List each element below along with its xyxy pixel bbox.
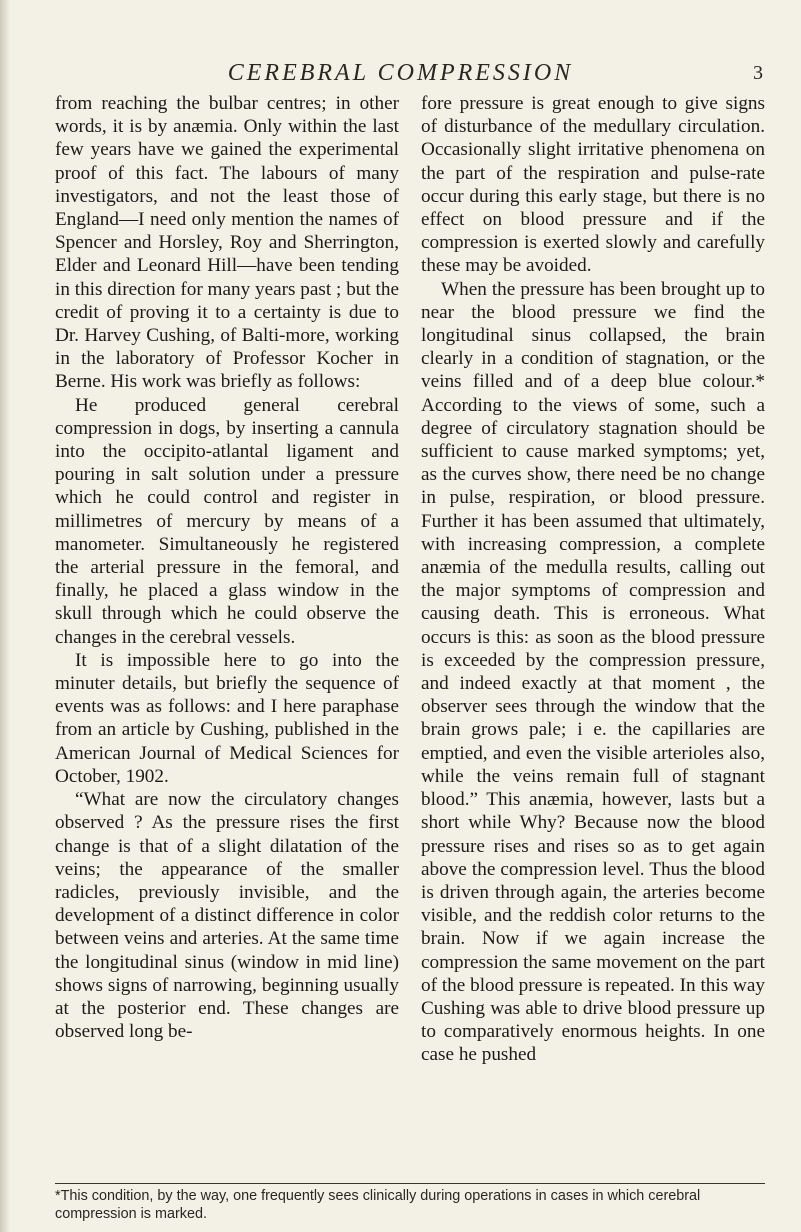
page-number: 3 [753, 62, 763, 84]
left-column [55, 92, 399, 1043]
footnote-rule [55, 1183, 765, 1184]
right-column [421, 92, 765, 1067]
right-paragraph-2: When the pressure has been brought up to near the blood pressure we find the longitudinal sinus collapsed, the brain clearly in a condition of stagnation, or the veins filled and of a deep blue colour.* According to the views of some, such a degree of circulatory stagnation should be sufficient to cause marked symptoms; yet, as the curves show, there need be no change in pulse, respiration, or blood pressure. Further it has been assumed that ultimately, with increasing compression, a complete anæmia of the medulla results, calling out the major symptoms of compression and causing death. This is erroneous. What occurs is this: as soon as the blood pressure is exceeded by the compression pressure, and indeed exactly at that moment , the observer sees through the window that the brain grows pale; i e. the capillaries are emptied, and even the visible arterioles also, while the veins remain full of stagnant blood.” This anæmia, however, lasts but a short while Why? Because now the blood pressure rises and rises so as to get again above the compression level. Thus the blood is driven through again, the arteries become visible, and the reddish color returns to the brain. Now if we again increase the compression the same movement on the part of the blood pressure is repeated. In this way Cushing was able to drive blood pressure up to comparatively enormous heights. In one case he pushed [421, 278, 765, 1066]
right-paragraph-1: fore pressure is great enough to give signs of disturbance of the medullary circulation. Occasionally slight irritative phenomena on the part of the respiration and pulse-rate occur during this early stage, but there is no effect on blood pressure and if the compression is exerted slowly and carefully these may be avoided. [421, 93, 765, 277]
left-paragraph-4: “What are now the circulatory changes observed ? As the pressure rises the first change is that of a slight dilatation of the veins; the appearance of the smaller radicles, previously invisible, and the development of a distinct difference in color between veins and arteries. At the same time the longitudinal sinus (window in mid line) shows signs of narrowing, beginning usually at the posterior end. These changes are observed long be- [55, 789, 399, 1043]
left-paragraph-2: He produced general cerebral compression in dogs, by inserting a cannula into the occipito-atlantal ligament and pouring in salt solution under a pressure which he could control and register in millimetres of mercury by means of a manometer. Simultaneously he registered the arterial pressure in the femoral, and finally, he placed a glass window in the skull through which he could observe the changes in the cerebral vessels. [55, 394, 399, 648]
left-paragraph-1: from reaching the bulbar centres; in other words, it is by anæmia. Only within the last few years have we gained the experimental proof of this fact. The labours of many investigators, and not the least those of England—I need only mention the names of Spencer and Horsley, Roy and Sherrington, Elder and Leonard Hill—have been tending in this direction for many years past ; but the credit of proving it to a certainty is due to Dr. Harvey Cushing, of Balti-more, working in the laboratory of Professor Kocher in Berne. His work was briefly as follows: [55, 93, 399, 393]
footnote: *This condition, by the way, one frequently sees clinically during operations in cases in which cerebral compression is marked. [55, 1188, 701, 1222]
binding-shadow [0, 0, 10, 1232]
left-paragraph-3: It is impossible here to go into the minuter details, but briefly the sequence of events was as follows: and I here paraphase from an article by Cushing, published in the American Journal of Medical Sciences for October, 1902. [55, 649, 399, 787]
running-title: CEREBRAL COMPRESSION [227, 60, 574, 86]
